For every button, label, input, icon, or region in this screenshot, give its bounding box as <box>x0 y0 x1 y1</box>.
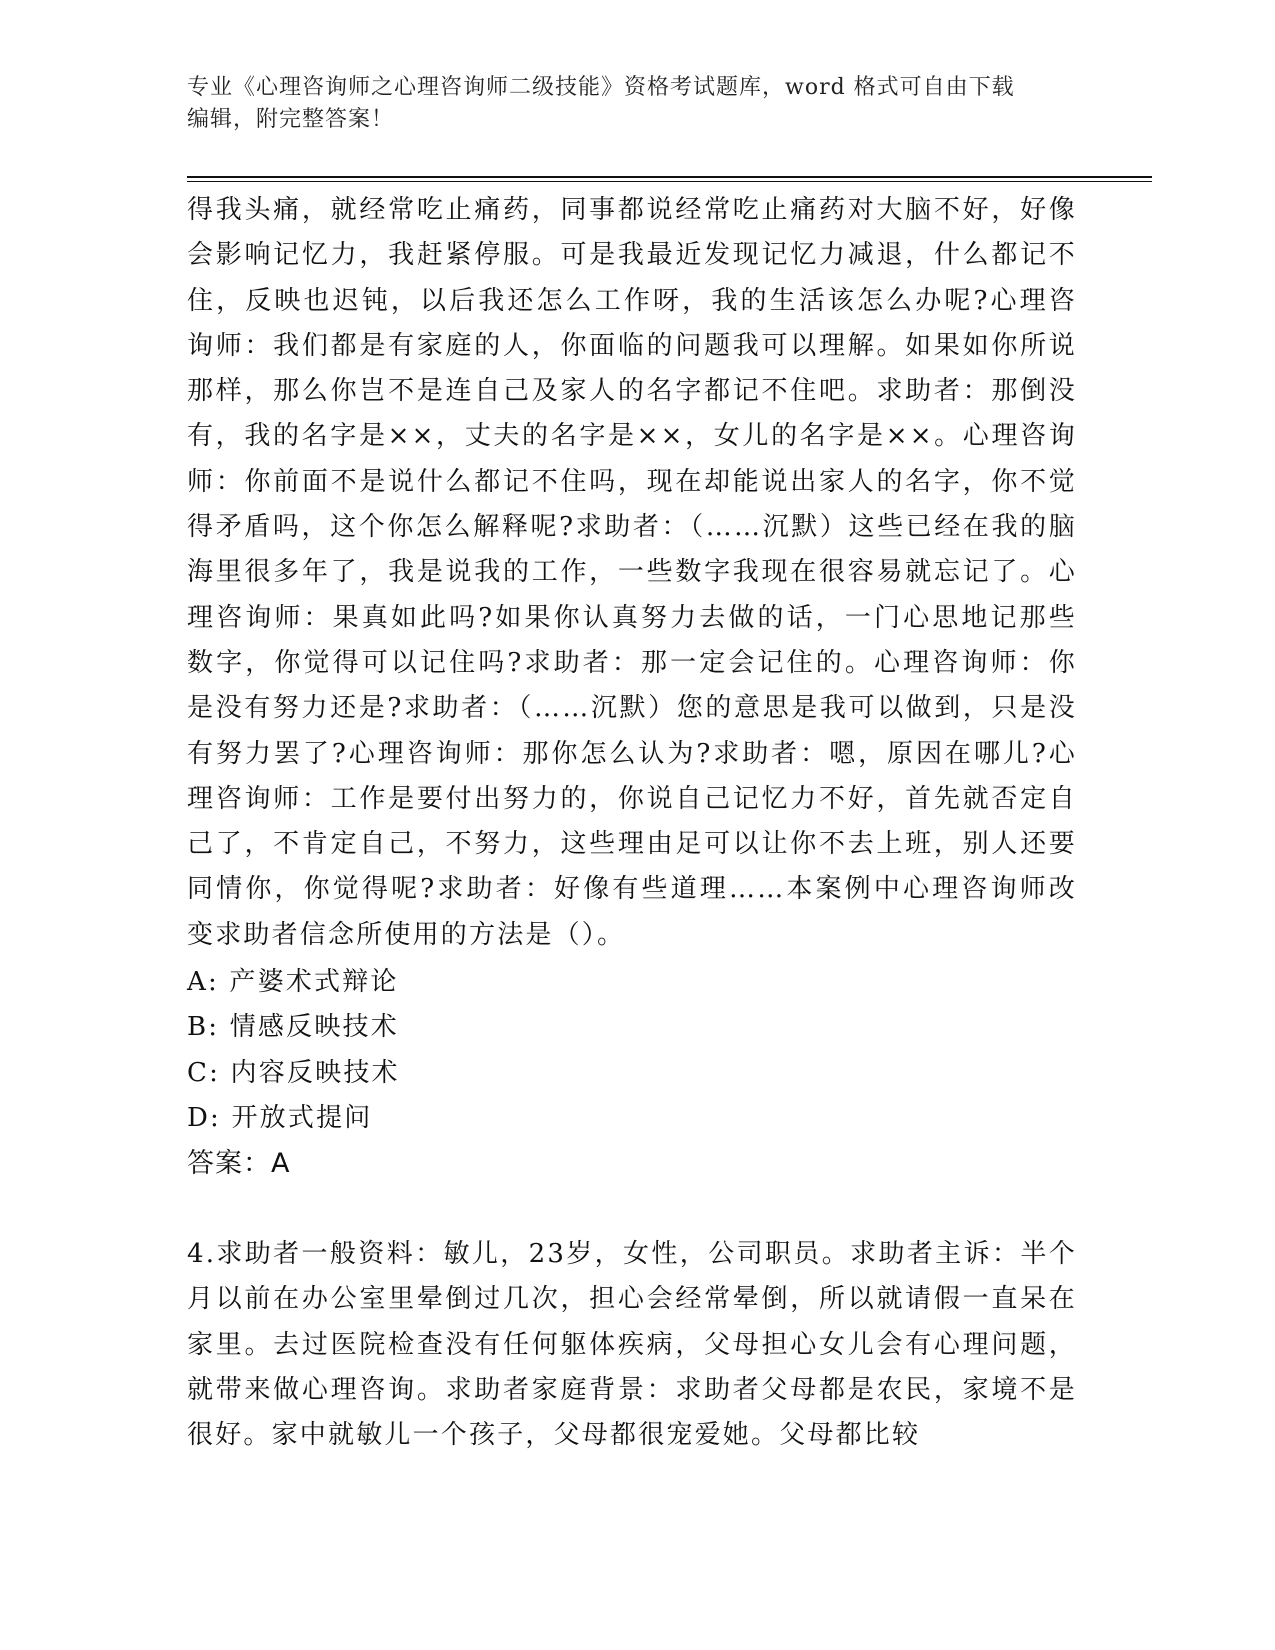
header-title-line-2: 编辑，附完整答案！ <box>187 107 395 132</box>
header-title-line-1: 专业《心理咨询师之心理咨询师二级技能》资格考试题库，word 格式可自由下载 <box>187 75 1015 100</box>
option-c: C: 内容反映技术 <box>187 1057 400 1088</box>
header-divider-thin <box>187 181 1152 182</box>
option-b: B: 情感反映技术 <box>187 1012 399 1043</box>
answer-options <box>187 960 1077 1141</box>
next-question-text: 4.求助者一般资料：敏儿，23岁，女性，公司职员。求助者主诉：半个月以前在办公室里晕倒过几次，担心会经常晕倒，所以就请假一直呆在家里。去过医院检查没有任何躯体疾病，父母担心女儿会有心理问题，就带来做心理咨询。求助者家庭背景：求助者父母都是农民，家境不是很好。家中就敏儿一个孩子，父母都很宠爱她。父母都比较 <box>187 1239 1077 1451</box>
option-a: A: 产婆术式辩论 <box>187 967 399 997</box>
header-divider-thick <box>187 176 1152 178</box>
answer-line: 答案：A <box>187 1148 291 1179</box>
document-header <box>187 72 1067 136</box>
option-d: D: 开放式提问 <box>187 1102 373 1133</box>
question-passage: 得我头痛，就经常吃止痛药，同事都说经常吃止痛药对大脑不好，好像会影响记忆力，我赶紧停服。可是我最近发现记忆力减退，什么都记不住，反映也迟钝，以后我还怎么工作呀，我的生活该怎么办呢?心理咨询师：我们都是有家庭的人，你面临的问题我可以理解。如果如你所说那样，那么你岂不是连自己及家人的名字都记不住吧。求助者：那倒没有，我的名字是××，丈夫的名字是××，女儿的名字是××。心理咨询师：你前面不是说什么都记不住吗，现在却能说出家人的名字，你不觉得矛盾吗，这个你怎么解释呢?求助者：（……沉默）这些已经在我的脑海里很多年了，我是说我的工作，一些数字我现在很容易就忘记了。心理咨询师：果真如此吗?如果你认真努力去做的话，一门心思地记那些数字，你觉得可以记住吗?求助者：那一定会记住的。心理咨询师：你是没有努力还是?求助者：（……沉默）您的意思是我可以做到，只是没有努力罢了?心理咨询师：那你怎么认为?求助者：嗯，原因在哪儿?心理咨询师：工作是要付出努力的，你说自己记忆力不好，首先就否定自己了，不肯定自己，不努力，这些理由足可以让你不去上班，别人还要同情你，你觉得呢?求助者：好像有些道理……本案例中心理咨询师改变求助者信念所使用的方法是（）。 <box>187 195 1077 950</box>
